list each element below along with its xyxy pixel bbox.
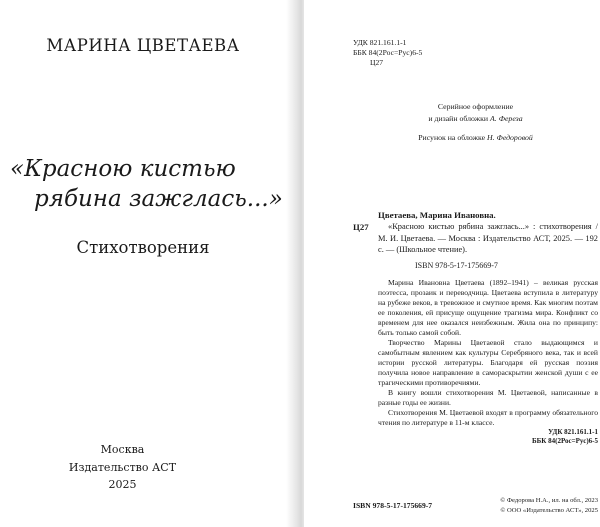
imprint-city: Москва — [100, 443, 145, 456]
classification-codes — [353, 38, 422, 68]
copyright-publisher: © ООО «Издательство АСТ», 2025 — [500, 506, 598, 514]
classification-codes-bottom — [353, 428, 598, 446]
annotation-paragraph: Стихотворения М. Цветаевой входят в программу обязательного чтения по литературе в 11-м классе. — [378, 407, 598, 427]
cover-art-prefix: Рисунок на обложке — [418, 133, 488, 142]
udk-code-bottom: УДК 821.161.1-1 — [548, 427, 598, 436]
book-genre: Стихотворения — [76, 238, 210, 257]
catalog-section — [353, 209, 598, 515]
left-page — [0, 0, 296, 527]
catalog-code: Ц27 — [353, 222, 369, 232]
annotation-paragraph: В книгу вошли стихотворения М. Цветаевой, написанные в разные годы ее жизни. — [378, 387, 598, 407]
imprint — [0, 441, 245, 494]
catalog-record — [353, 209, 598, 271]
book-title-line-1: «Красною кистью — [10, 156, 236, 182]
cover-art-line — [353, 132, 598, 144]
cover-designer: А. Фереза — [490, 113, 523, 123]
copyright — [500, 496, 598, 515]
cover-artist: Н. Федоровой — [487, 133, 533, 142]
imprint-year: 2025 — [108, 478, 137, 491]
author-mark: Ц27 — [370, 58, 384, 67]
bibliographic-record: «Красною кистью рябина зажглась...» : стихотворения / М. И. Цветаева. — Москва : Издательство АСТ, 2025. — 192 с. — (Школьное чтение). — [378, 222, 598, 254]
annotation-paragraph: Творчество Марины Цветаевой стало выдающимся и самобытным явлением как культуры Серебряного века, так и всей истории русской литературы. Благодаря ей русская поэзия получила новое направление в самораскрытии женской души с ее трагическими противоречиями. — [378, 337, 598, 387]
udk-code: УДК 821.161.1-1 — [353, 38, 407, 47]
bbk-code-bottom: ББК 84(2Рос=Рус)6-5 — [532, 436, 598, 445]
cover-design-prefix: и дизайн обложки — [428, 113, 491, 123]
book-author: МАРИНА ЦВЕТАЕВА — [46, 36, 240, 55]
isbn-bottom: ISBN 978-5-17-175669-7 — [353, 501, 433, 510]
cover-design-line — [353, 113, 598, 125]
catalog-isbn: ISBN 978-5-17-175669-7 — [415, 260, 498, 270]
book-title-line-2: рябина зажглась...» — [34, 186, 283, 212]
copyright-illustration: © Федорова Н.А., ил. на обл., 2023 — [500, 497, 598, 504]
bbk-code: ББК 84(2Рос=Рус)6-5 — [353, 48, 423, 57]
credits — [353, 101, 598, 144]
annotation-paragraph: Марина Ивановна Цветаева (1892–1941) – великая русская поэтесса, прозаик и переводчица. Цветаева вступила в литературу на рубеже веков, в тревожное и смутное время. Как многим поэтам ее поколения, ей присуще ощущение трагизма мира. Конфликт со временем для нее оказался неизбежным. Жила она по принципу: быть только самой собой. — [378, 277, 598, 337]
imprint-publisher: Издательство АСТ — [68, 460, 177, 474]
series-design-line: Серийное оформление — [437, 102, 514, 111]
catalog-author: Цветаева, Марина Ивановна. — [378, 210, 496, 220]
annotation — [353, 278, 598, 428]
bottom-row — [353, 488, 598, 515]
